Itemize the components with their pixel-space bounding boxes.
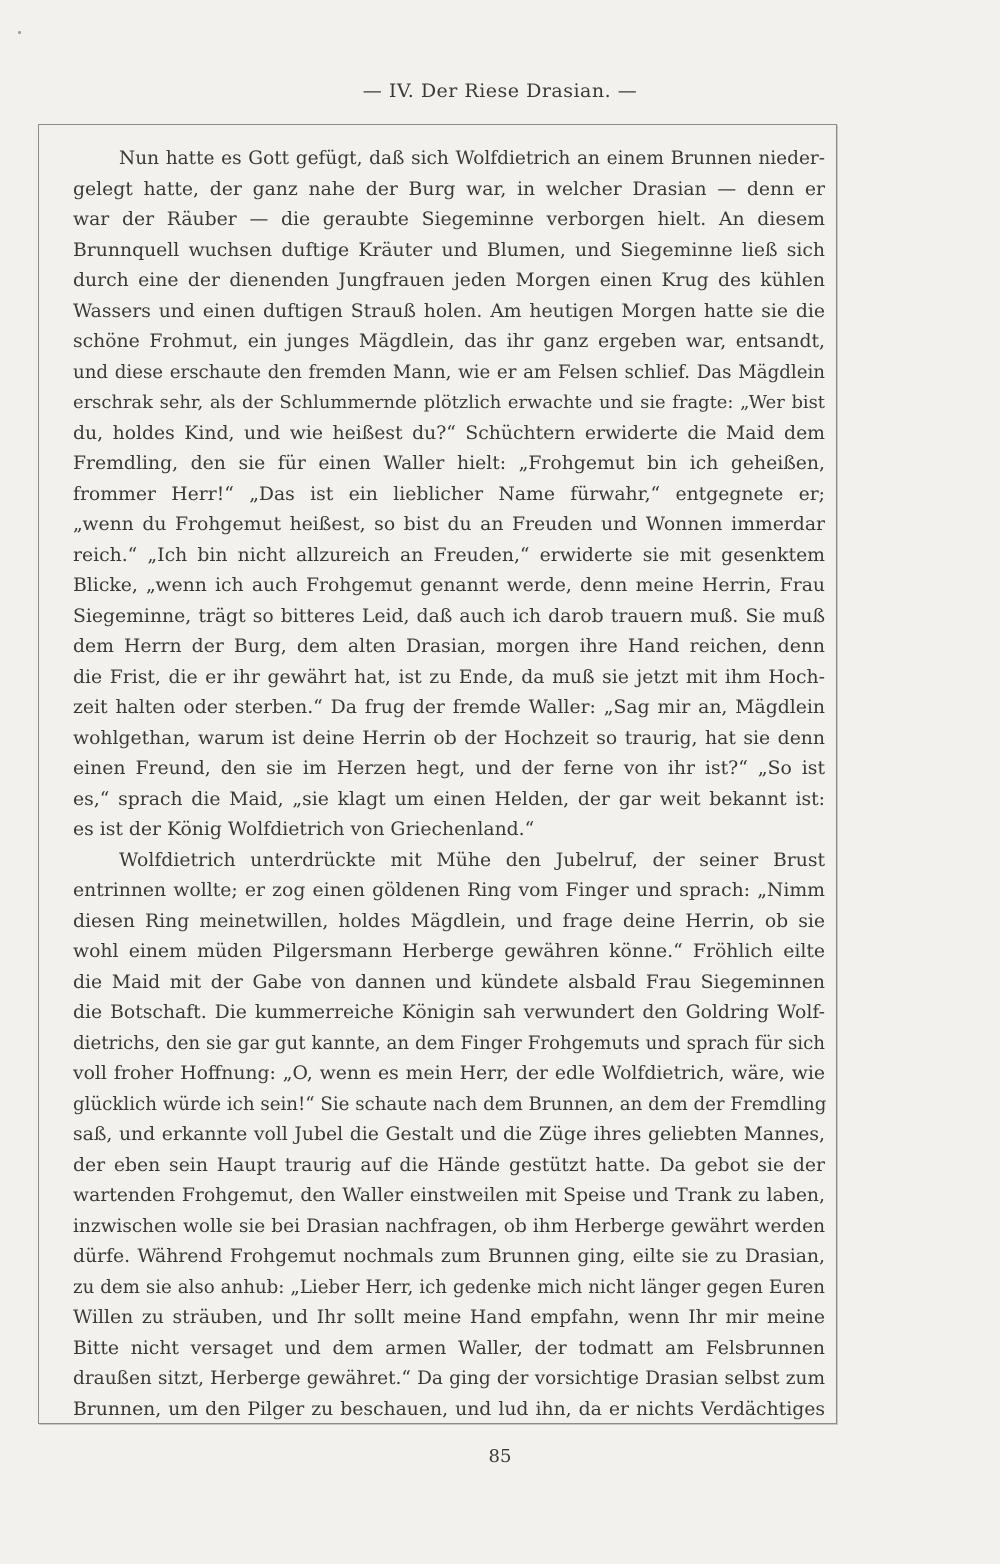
text-line: „wenn du Frohgemut heißest, so bist du an Freuden und Wonnen immerdar bbox=[73, 514, 825, 535]
text-line: war der Räuber — die geraubte Siegeminne verborgen hielt. An diesem bbox=[73, 209, 825, 230]
text-line: wohlgethan, warum ist deine Herrin ob der Hochzeit so traurig, hat sie denn bbox=[73, 727, 825, 749]
text-line: Blicke, „wenn ich auch Frohgemut genannt werde, denn meine Herrin, Frau bbox=[73, 575, 825, 596]
text-line: dürfe. Während Frohgemut nochmals zum Brunnen ging, eilte sie zu Drasian, bbox=[73, 1246, 825, 1267]
text-line: die Frist, die er ihr gewährt hat, ist zu Ende, da muß sie jetzt mit ihm Hoch- bbox=[73, 666, 825, 688]
text-line: voll froher Hoffnung: „O, wenn es mein Herr, der edle Wolfdietrich, wäre, wie bbox=[73, 1063, 825, 1084]
paragraph-2 bbox=[73, 846, 825, 1426]
text-line: dem Herrn der Burg, dem alten Drasian, morgen ihre Hand reichen, denn bbox=[73, 636, 825, 657]
text-line: inzwischen wolle sie bei Drasian nachfragen, ob ihm Herberge gewährt werden bbox=[73, 1215, 825, 1237]
text-line: glücklich würde ich sein!“ Sie schaute nach dem Brunnen, an dem der Fremdling bbox=[73, 1093, 827, 1115]
text-line: entrinnen wollte; er zog einen göldenen Ring vom Finger und sprach: „Nimm bbox=[73, 880, 825, 901]
text-line: der eben sein Haupt traurig auf die Hände gestützt hatte. Da gebot sie der bbox=[73, 1154, 825, 1176]
text-line: draußen sitzt, Herberge gewähret.“ Da ging der vorsichtige Drasian selbst zum bbox=[73, 1368, 825, 1389]
paragraph-1 bbox=[73, 144, 825, 846]
text-line: erschrak sehr, als der Schlummernde plötzlich erwachte und sie fragte: „Wer bist bbox=[73, 392, 825, 413]
text-line: zeit halten oder sterben.“ Da frug der fremde Waller: „Sag mir an, Mägdlein bbox=[73, 697, 825, 718]
text-line: Brunnquell wuchsen duftige Kräuter und Blumen, und Siegeminne ließ sich bbox=[73, 239, 825, 261]
text-line: Fremdling, den sie für einen Waller hielt: „Frohgemut bin ich geheißen, bbox=[73, 453, 825, 474]
text-line: diesen Ring meinetwillen, holdes Mägdlein, und frage deine Herrin, ob sie bbox=[73, 910, 825, 932]
text-line: Brunnen, um den Pilger zu beschauen, und lud ihn, da er nichts Verdächtiges bbox=[73, 1398, 825, 1420]
text-line: und diese erschaute den fremden Mann, wie er am Felsen schlief. Das Mägdlein bbox=[73, 361, 825, 383]
text-line: durch eine der dienenden Jungfrauen jeden Morgen einen Krug des kühlen bbox=[73, 270, 825, 291]
text-line: dietrichs, den sie gar gut kannte, an dem Finger Frohgemuts und sprach für sich bbox=[73, 1032, 825, 1054]
text-line: schöne Frohmut, ein junges Mägdlein, das ihr ganz ergeben war, entsandt, bbox=[73, 331, 825, 352]
page-number: 85 bbox=[488, 1446, 512, 1467]
text-line: Wolfdietrich unterdrückte mit Mühe den Jubelruf, der seiner Brust bbox=[119, 849, 825, 871]
text-line: Bitte nicht versaget und dem armen Waller, der todmatt am Felsbrunnen bbox=[73, 1337, 825, 1359]
paper-speck bbox=[18, 31, 21, 34]
text-line: Nun hatte es Gott gefügt, daß sich Wolfdietrich an einem Brunnen nieder- bbox=[119, 148, 825, 169]
text-line: saß, und erkannte voll Jubel die Gestalt und die Züge ihres geliebten Mannes, bbox=[73, 1124, 825, 1145]
text-line: zu dem sie also anhub: „Lieber Herr, ich gedenke mich nicht länger gegen Euren bbox=[73, 1276, 825, 1298]
text-line: frommer Herr!“ „Das ist ein lieblicher Name fürwahr,“ entgegnete er; bbox=[73, 483, 825, 505]
text-line: wohl einem müden Pilgersmann Herberge gewähren könne.“ Fröhlich eilte bbox=[73, 941, 825, 962]
text-line: du, holdes Kind, und wie heißest du?“ Schüchtern erwiderte die Maid dem bbox=[73, 422, 825, 444]
text-line: gelegt hatte, der ganz nahe der Burg war, in welcher Drasian — denn er bbox=[73, 178, 825, 200]
page-header: — IV. Der Riese Drasian. — bbox=[362, 80, 638, 102]
text-line: reich.“ „Ich bin nicht allzureich an Freuden,“ erwiderte sie mit gesenktem bbox=[73, 544, 825, 566]
text-line: es ist der König Wolfdietrich von Griechenland.“ bbox=[73, 819, 535, 840]
text-line: wartenden Frohgemut, den Waller einstweilen mit Speise und Trank zu laben, bbox=[73, 1185, 825, 1206]
text-line: Wassers und einen duftigen Strauß holen. Am heutigen Morgen hatte sie die bbox=[73, 300, 825, 322]
text-line: es,“ sprach die Maid, „sie klagt um einen Helden, der gar weit bekannt ist: bbox=[73, 788, 825, 810]
text-line: einen Freund, den sie im Herzen hegt, und der ferne von ihr ist?“ „So ist bbox=[73, 758, 825, 779]
text-line: Siegeminne, trägt so bitteres Leid, daß auch ich darob trauern muß. Sie muß bbox=[73, 605, 825, 627]
text-line: Willen zu sträuben, und Ihr sollt meine Hand empfahn, wenn Ihr mir meine bbox=[73, 1307, 825, 1328]
text-line: die Botschaft. Die kummerreiche Königin sah verwundert den Goldring Wolf- bbox=[73, 1002, 825, 1023]
text-line: die Maid mit der Gabe von dannen und kündete alsbald Frau Siegeminnen bbox=[73, 971, 825, 993]
body-text bbox=[73, 144, 827, 1420]
